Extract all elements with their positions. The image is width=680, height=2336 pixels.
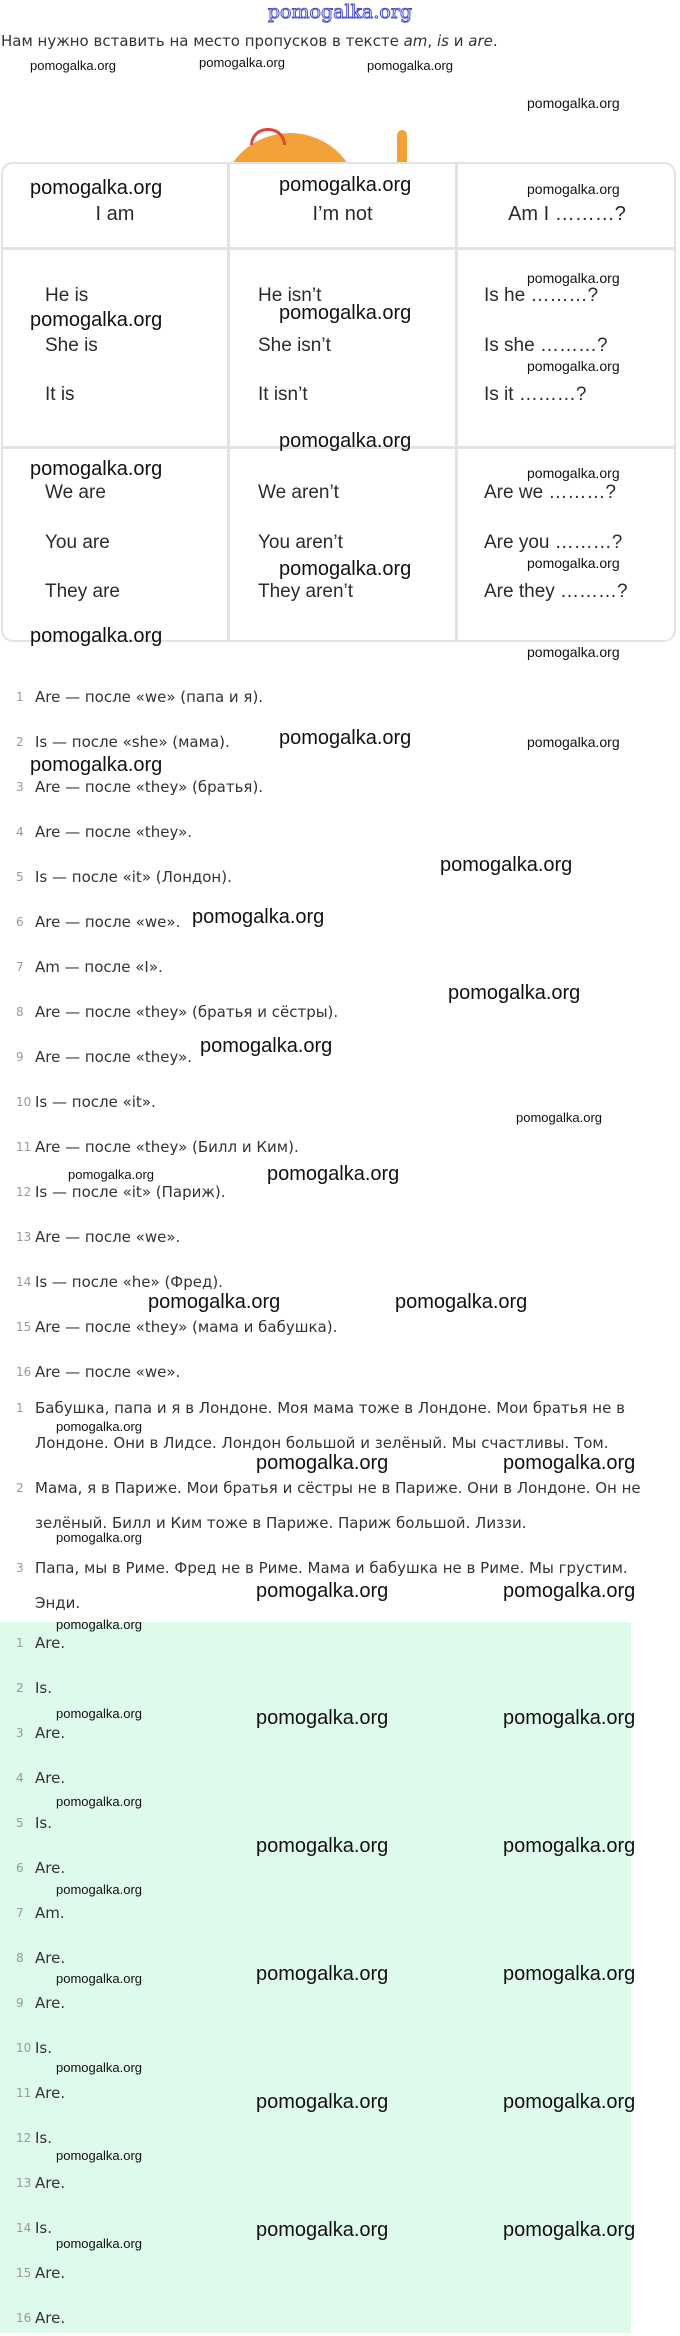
watermark: pomogalka.org (200, 1035, 333, 1057)
watermark: pomogalka.org (516, 1110, 602, 1125)
watermark: pomogalka.org (395, 1291, 528, 1313)
watermark: pomogalka.org (256, 1963, 389, 1985)
watermark: pomogalka.org (527, 555, 620, 571)
table-cell: Are you ………? (484, 532, 623, 553)
table-cell: They are (45, 581, 120, 602)
watermark: pomogalka.org (279, 174, 412, 196)
table-cell: It is (45, 384, 75, 405)
site-logo[interactable]: pomogalka.org (267, 1, 413, 23)
table-header: I’m not (312, 203, 373, 225)
watermark: pomogalka.org (56, 1419, 142, 1434)
watermark: pomogalka.org (56, 1971, 142, 1986)
watermark: pomogalka.org (527, 644, 620, 660)
table-cell: He is (45, 285, 89, 306)
watermark: pomogalka.org (503, 1707, 636, 1729)
watermark: pomogalka.org (68, 1167, 154, 1182)
watermark: pomogalka.org (267, 1163, 400, 1185)
table-cell: She is (45, 335, 98, 356)
watermark: pomogalka.org (527, 270, 620, 286)
watermark: pomogalka.org (56, 2148, 142, 2163)
watermark: pomogalka.org (56, 1530, 142, 1545)
watermark: pomogalka.org (56, 1617, 142, 1632)
watermark: pomogalka.org (256, 2219, 389, 2241)
watermark: pomogalka.org (56, 1882, 142, 1897)
table-cell: She isn’t (258, 335, 331, 356)
watermark: pomogalka.org (527, 465, 620, 481)
watermark: pomogalka.org (30, 309, 163, 331)
watermark: pomogalka.org (279, 558, 412, 580)
watermark: pomogalka.org (279, 727, 412, 749)
watermark: pomogalka.org (199, 55, 285, 70)
watermark: pomogalka.org (503, 1452, 636, 1474)
watermark: pomogalka.org (30, 177, 163, 199)
watermark: pomogalka.org (440, 854, 573, 876)
watermark: pomogalka.org (503, 1835, 636, 1857)
watermark: pomogalka.org (503, 2091, 636, 2113)
watermark: pomogalka.org (256, 1580, 389, 1602)
watermark: pomogalka.org (30, 625, 163, 647)
watermark: pomogalka.org (30, 458, 163, 480)
watermark: pomogalka.org (279, 302, 412, 324)
watermark: pomogalka.org (56, 2236, 142, 2251)
watermark: pomogalka.org (256, 2091, 389, 2113)
table-cell: Is he ………? (484, 285, 599, 306)
watermark: pomogalka.org (56, 2060, 142, 2075)
watermark: pomogalka.org (527, 181, 620, 197)
table-cell: You are (45, 532, 110, 553)
table-cell: Are we ………? (484, 482, 616, 503)
table-cell: Is it ………? (484, 384, 587, 405)
table-cell: He isn’t (258, 285, 322, 306)
watermark: pomogalka.org (503, 1963, 636, 1985)
watermark: pomogalka.org (30, 58, 116, 73)
watermark: pomogalka.org (367, 58, 453, 73)
table-cell: Is she ………? (484, 335, 608, 356)
watermark: pomogalka.org (527, 95, 620, 111)
intro-text: Нам нужно вставить на место пропусков в тексте am, is и are. (1, 32, 498, 50)
watermark: pomogalka.org (56, 1794, 142, 1809)
table-cell: It isn’t (258, 384, 308, 405)
watermark: pomogalka.org (503, 2219, 636, 2241)
table-cell: We are (45, 482, 106, 503)
watermark: pomogalka.org (527, 358, 620, 374)
watermark: pomogalka.org (30, 754, 163, 776)
table-cell: We aren’t (258, 482, 339, 503)
watermark: pomogalka.org (192, 906, 325, 928)
watermark: pomogalka.org (448, 982, 581, 1004)
table-cell: Are they ………? (484, 581, 628, 602)
table-cell: You aren’t (258, 532, 343, 553)
watermark: pomogalka.org (279, 430, 412, 452)
watermark: pomogalka.org (527, 734, 620, 750)
watermark: pomogalka.org (256, 1707, 389, 1729)
watermark: pomogalka.org (503, 1580, 636, 1602)
watermark: pomogalka.org (56, 1706, 142, 1721)
watermark: pomogalka.org (256, 1835, 389, 1857)
table-cell: They aren’t (258, 581, 354, 602)
watermark: pomogalka.org (256, 1452, 389, 1474)
table-header: Am I ………? (508, 203, 626, 225)
watermark: pomogalka.org (148, 1291, 281, 1313)
table-header: I am (95, 203, 135, 225)
